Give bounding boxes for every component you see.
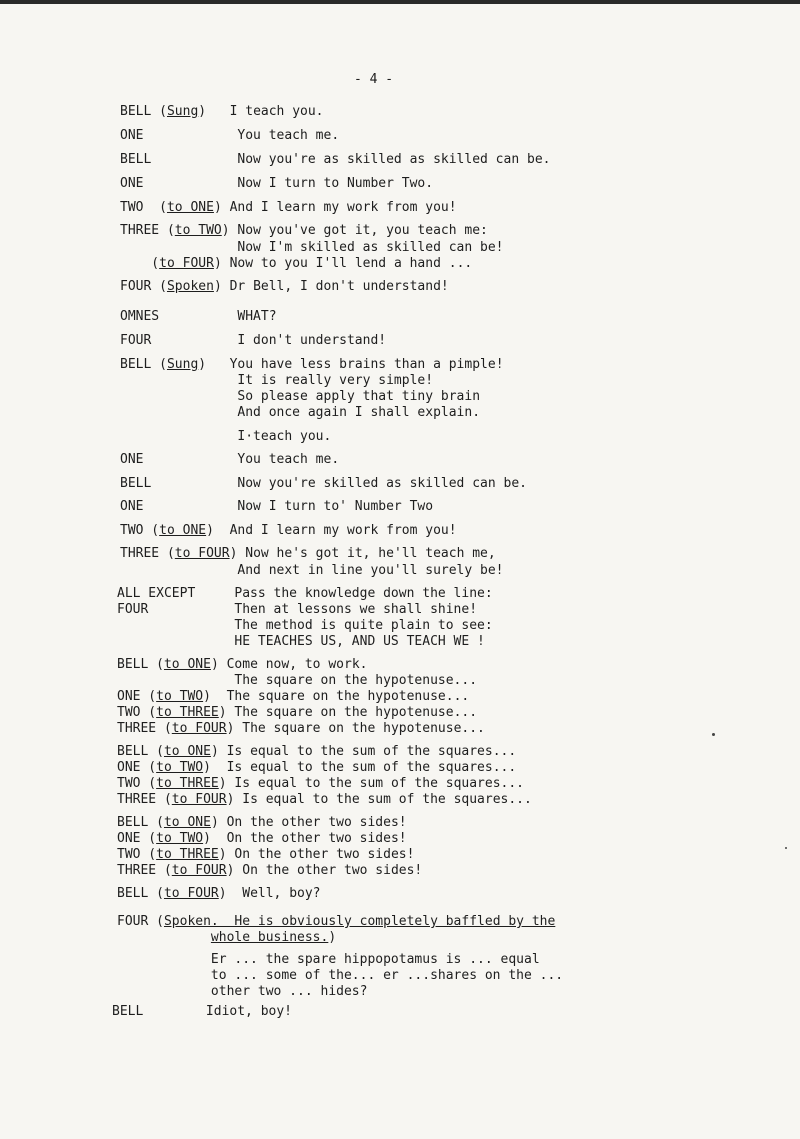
- script-line: [112, 1004, 292, 1020]
- script-line: [117, 602, 477, 618]
- script-line: [120, 333, 386, 349]
- line-text: BELL (: [117, 744, 164, 759]
- line-text: ) The square on the hypotenuse...: [218, 705, 478, 720]
- stage-direction: Sung: [166, 357, 199, 372]
- line-text: BELL (: [117, 886, 164, 901]
- stage-direction: to TWO: [174, 223, 222, 238]
- page-top-border: [0, 0, 800, 4]
- line-text: THREE (: [117, 792, 172, 807]
- line-text: THREE (: [120, 546, 175, 561]
- line-text: (: [120, 256, 160, 271]
- line-text: ONE (: [117, 831, 157, 846]
- line-text: It is really very simple!: [120, 373, 434, 388]
- script-line: [120, 200, 457, 216]
- script-line: [117, 689, 469, 705]
- line-text: BELL (: [117, 657, 164, 672]
- line-text: BELL Now you're as skilled as skilled can be.: [120, 152, 551, 167]
- script-line: [117, 968, 563, 984]
- script-line: [117, 831, 407, 847]
- line-text: ) On the other two sides!: [226, 863, 423, 878]
- stage-direction: to TWO: [156, 689, 204, 704]
- stage-direction: to ONE: [163, 657, 211, 672]
- stage-direction: to ONE: [163, 744, 211, 759]
- line-text: ) The square on the hypotenuse...: [226, 721, 485, 736]
- script-line: [117, 744, 516, 760]
- script-line: [120, 309, 277, 325]
- script-line: [117, 776, 524, 792]
- stage-direction: to FOUR: [171, 721, 227, 736]
- stage-direction: to FOUR: [171, 863, 227, 878]
- line-text: THREE (: [120, 223, 175, 238]
- line-text: TWO (: [120, 523, 160, 538]
- script-line: [120, 523, 457, 539]
- stage-direction: to THREE: [156, 776, 219, 791]
- line-text: The method is quite plain to see:: [117, 618, 493, 633]
- script-line: [120, 546, 496, 562]
- line-text: BELL Idiot, boy!: [112, 1004, 293, 1019]
- stage-direction: to THREE: [156, 705, 219, 720]
- line-text: ) On the other two sides!: [203, 831, 407, 846]
- line-text: BELL (: [117, 815, 164, 830]
- line-text: HE TEACHES US, AND US TEACH WE !: [117, 634, 485, 649]
- stage-direction: to TWO: [156, 831, 204, 846]
- script-line: [120, 389, 480, 405]
- script-line: [117, 721, 485, 737]
- stage-direction: to TWO: [156, 760, 204, 775]
- script-line: [120, 128, 339, 144]
- stage-direction: to FOUR: [163, 886, 219, 901]
- line-text: ONE (: [117, 760, 157, 775]
- stage-direction: whole business.: [210, 930, 329, 945]
- line-text: BELL (: [120, 104, 167, 119]
- script-line: [120, 405, 480, 421]
- stage-direction: Spoken. He is obviously completely baffled by the: [163, 914, 556, 929]
- stage-direction: to FOUR: [159, 256, 214, 271]
- line-text: ) Is equal to the sum of the squares...: [226, 792, 532, 807]
- script-line: [117, 657, 367, 673]
- line-text: ) Is equal to the sum of the squares...: [210, 744, 517, 759]
- script-line: [117, 863, 422, 879]
- script-line: [120, 429, 331, 445]
- line-text: BELL (: [120, 357, 167, 372]
- script-line: [120, 476, 527, 492]
- script-line: [120, 152, 550, 168]
- line-text: THREE (: [117, 721, 172, 736]
- line-text: ) And I learn my work from you!: [213, 200, 457, 215]
- script-line: [120, 357, 504, 373]
- scan-speck: [785, 847, 787, 849]
- line-text: ) The square on the hypotenuse...: [203, 689, 470, 704]
- line-text: ONE Now I turn to Number Two.: [120, 176, 434, 191]
- line-text: TWO (: [120, 200, 167, 215]
- line-text: to ... some of the... er ...shares on the ...: [117, 968, 564, 983]
- script-line: [117, 634, 485, 650]
- script-line: [117, 815, 407, 831]
- line-text: ) Now to you I'll lend a hand ...: [213, 256, 473, 271]
- line-text: ALL EXCEPT Pass the knowledge down the line:: [117, 586, 493, 601]
- scan-speck: [712, 733, 715, 736]
- line-text: Now I'm skilled as skilled can be!: [120, 240, 504, 255]
- line-text: OMNES WHAT?: [120, 309, 277, 324]
- script-line: [117, 618, 493, 634]
- script-line: [117, 792, 532, 808]
- line-text: ) Is equal to the sum of the squares...: [218, 776, 525, 791]
- stage-direction: to ONE: [166, 200, 214, 215]
- script-line: [117, 586, 493, 602]
- script-line: [120, 563, 504, 579]
- line-text: ONE Now I turn to' Number Two: [120, 499, 434, 514]
- line-text: ) Is equal to the sum of the squares...: [203, 760, 517, 775]
- line-text: ) Dr Bell, I don't understand!: [213, 279, 449, 294]
- line-text: And once again I shall explain.: [120, 405, 481, 420]
- stage-direction: to ONE: [163, 815, 211, 830]
- line-text: FOUR I don't understand!: [120, 333, 387, 348]
- line-text: ) On the other two sides!: [210, 815, 407, 830]
- script-line: [120, 373, 433, 389]
- script-line: [117, 847, 414, 863]
- line-text: ) And I learn my work from you!: [206, 523, 457, 538]
- line-text: FOUR Then at lessons we shall shine!: [117, 602, 478, 617]
- stage-direction: Sung: [166, 104, 199, 119]
- line-text: TWO (: [117, 776, 157, 791]
- stage-direction: to ONE: [159, 523, 207, 538]
- script-line: [117, 914, 555, 930]
- line-text: ) Now he's got it, he'll teach me,: [229, 546, 496, 561]
- line-text: TWO (: [117, 705, 157, 720]
- script-line: [120, 223, 488, 239]
- script-line: [120, 104, 324, 120]
- script-line: [120, 176, 433, 192]
- line-text: FOUR (: [117, 914, 164, 929]
- line-text: TWO (: [117, 847, 157, 862]
- script-line: [120, 499, 433, 515]
- stage-direction: to FOUR: [174, 546, 230, 561]
- script-line: [117, 705, 477, 721]
- page-number: - 4 -: [354, 72, 394, 87]
- script-line: [120, 240, 504, 256]
- line-text: other two ... hides?: [117, 984, 368, 999]
- script-line: [117, 760, 516, 776]
- line-text: And next in line you'll surely be!: [120, 563, 504, 578]
- script-line: [120, 452, 339, 468]
- line-text: ) On the other two sides!: [218, 847, 415, 862]
- line-text: ) Well, boy?: [218, 886, 321, 901]
- line-text: THREE (: [117, 863, 172, 878]
- stage-direction: to FOUR: [171, 792, 227, 807]
- line-text: [117, 930, 211, 945]
- script-line: [117, 886, 321, 902]
- script-line: [117, 984, 367, 1000]
- stage-direction: to THREE: [156, 847, 219, 862]
- line-text: BELL Now you're skilled as skilled can be.: [120, 476, 527, 491]
- line-text: ): [328, 930, 337, 945]
- stage-direction: Spoken: [166, 279, 214, 294]
- line-text: ) I teach you.: [198, 104, 324, 119]
- line-text: The square on the hypotenuse...: [117, 673, 478, 688]
- script-line: [120, 256, 472, 272]
- line-text: ONE You teach me.: [120, 452, 340, 467]
- line-text: ONE You teach me.: [120, 128, 340, 143]
- script-line: [117, 673, 477, 689]
- line-text: ) Now you've got it, you teach me:: [221, 223, 488, 238]
- script-line: [117, 952, 540, 968]
- line-text: ) Come now, to work.: [210, 657, 368, 672]
- script-line: [117, 930, 336, 946]
- line-text: FOUR (: [120, 279, 167, 294]
- script-line: [120, 279, 449, 295]
- line-text: Er ... the spare hippopotamus is ... equal: [117, 952, 540, 967]
- line-text: I·teach you.: [120, 429, 332, 444]
- line-text: So please apply that tiny brain: [120, 389, 481, 404]
- line-text: ONE (: [117, 689, 157, 704]
- line-text: ) You have less brains than a pimple!: [198, 357, 504, 372]
